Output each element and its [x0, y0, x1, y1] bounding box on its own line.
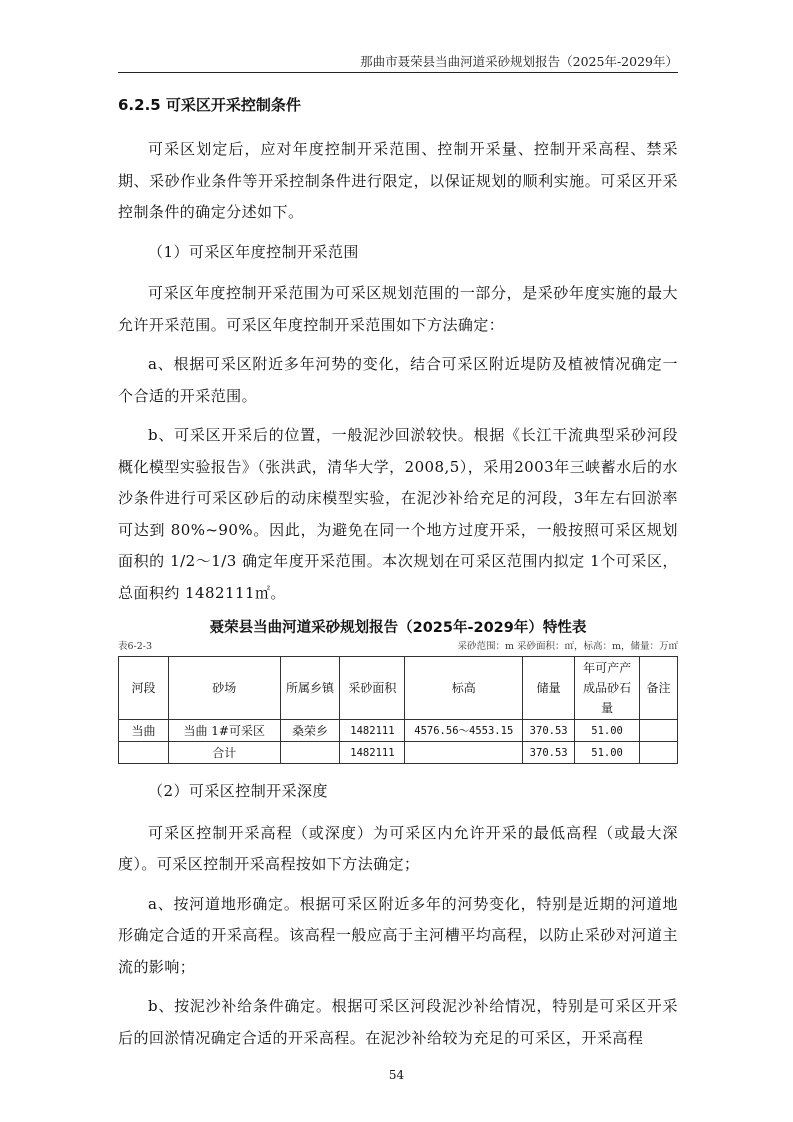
table-cell: 51.00	[575, 720, 640, 742]
header-cell: 采砂面积	[340, 657, 405, 720]
page-content	[118, 92, 678, 1062]
subsection-1-body: 可采区年度控制开采范围为可采区规划范围的一部分，是采砂年度实施的最大允许开采范围。可采区年度控制开采范围如下方法确定：	[118, 284, 678, 334]
subsection-1-title: （1）可采区年度控制开采范围	[148, 242, 359, 261]
subsection-1-item-a: a、根据可采区附近多年河势的变化，结合可采区附近堤防及植被情况确定一个合适的开采范围。	[118, 355, 678, 405]
header-cell: 标高	[405, 657, 523, 720]
table-meta	[118, 640, 678, 653]
table-cell: 当曲	[119, 720, 169, 742]
characteristics-table	[118, 656, 678, 764]
running-header: 那曲市聂荣县当曲河道采砂规划报告（2025年-2029年）	[360, 54, 678, 69]
table-cell: 当曲 1#可采区	[168, 720, 280, 742]
table-cell: 合计	[168, 742, 280, 764]
subsection-2-item-a: a、按河道地形确定。根据可采区附近多年的河势变化，特别是近期的河道地形确定合适的开采高程。该高程一般应高于主河槽平均高程，以防止采砂对河道主流的影响；	[118, 894, 678, 976]
section-title: 6.2.5 可采区开采控制条件	[118, 96, 301, 114]
header-divider	[118, 72, 678, 73]
table-cell: 370.53	[523, 720, 575, 742]
table-cell: 1482111	[340, 720, 405, 742]
table-cell	[119, 742, 169, 764]
table-units: 采砂范围：m 采砂面积：㎡，标高：m，储量：万㎡	[457, 641, 678, 652]
table-cell	[640, 720, 678, 742]
table-number: 表6-2-3	[118, 641, 153, 652]
table-cell	[640, 742, 678, 764]
header-cell: 备注	[640, 657, 678, 720]
table-cell: 51.00	[575, 742, 640, 764]
subsection-2-title: （2）可采区控制开采深度	[148, 782, 328, 800]
table-cell: 桑荣乡	[280, 720, 340, 742]
header-cell: 储量	[523, 657, 575, 720]
table-row	[119, 720, 678, 742]
table-cell: 4576.56～4553.15	[405, 720, 523, 742]
table-cell	[280, 742, 340, 764]
table-cell: 370.53	[523, 742, 575, 764]
header-cell: 年可产产成品砂石量	[575, 657, 640, 720]
header-cell: 砂场	[168, 657, 280, 720]
table-title: 聂荣县当曲河道采砂规划报告（2025年-2029年）特性表	[209, 620, 587, 636]
table-header-row	[119, 657, 678, 720]
intro-paragraph: 可采区划定后，应对年度控制开采范围、控制开采量、控制开采高程、禁采期、采砂作业条件等开采控制条件进行限定，以保证规划的顺利实施。可采区开采控制条件的确定分述如下。	[118, 140, 678, 221]
table-cell	[405, 742, 523, 764]
subsection-1-item-b: b、可采区开采后的位置，一般泥沙回淤较快。根据《长江干流典型采砂河段概化模型实验报告》（张洪武，清华大学，2008,5），采用2003年三峡蓄水后的水沙条件进行可采区砂后的动床模型实验，在泥沙补给充足的河段，3年左右回淤率可达到 80%~90%。因此，为避免在同一个地方过度开采，一般按照可采区规划面积的 1/2～1/3 确定年度开采范围。本次规划在可采区范围内拟定 1个可采区，总面积约 1482111㎡。	[118, 426, 678, 602]
page-number: 54	[388, 1068, 405, 1082]
table-cell: 1482111	[340, 742, 405, 764]
header-cell: 所属乡镇	[280, 657, 340, 720]
subsection-2-item-b: b、按泥沙补给条件确定。根据可采区河段泥沙补给情况，特别是可采区开采后的回淤情况确定合适的开采高程。在泥沙补给较为充足的可采区，开采高程	[118, 997, 678, 1047]
header-cell: 河段	[119, 657, 169, 720]
subsection-2-body: 可采区控制开采高程（或深度）为可采区内允许开采的最低高程（或最大深度）。可采区控制开采高程按如下方法确定；	[118, 823, 678, 873]
table-total-row	[119, 742, 678, 764]
